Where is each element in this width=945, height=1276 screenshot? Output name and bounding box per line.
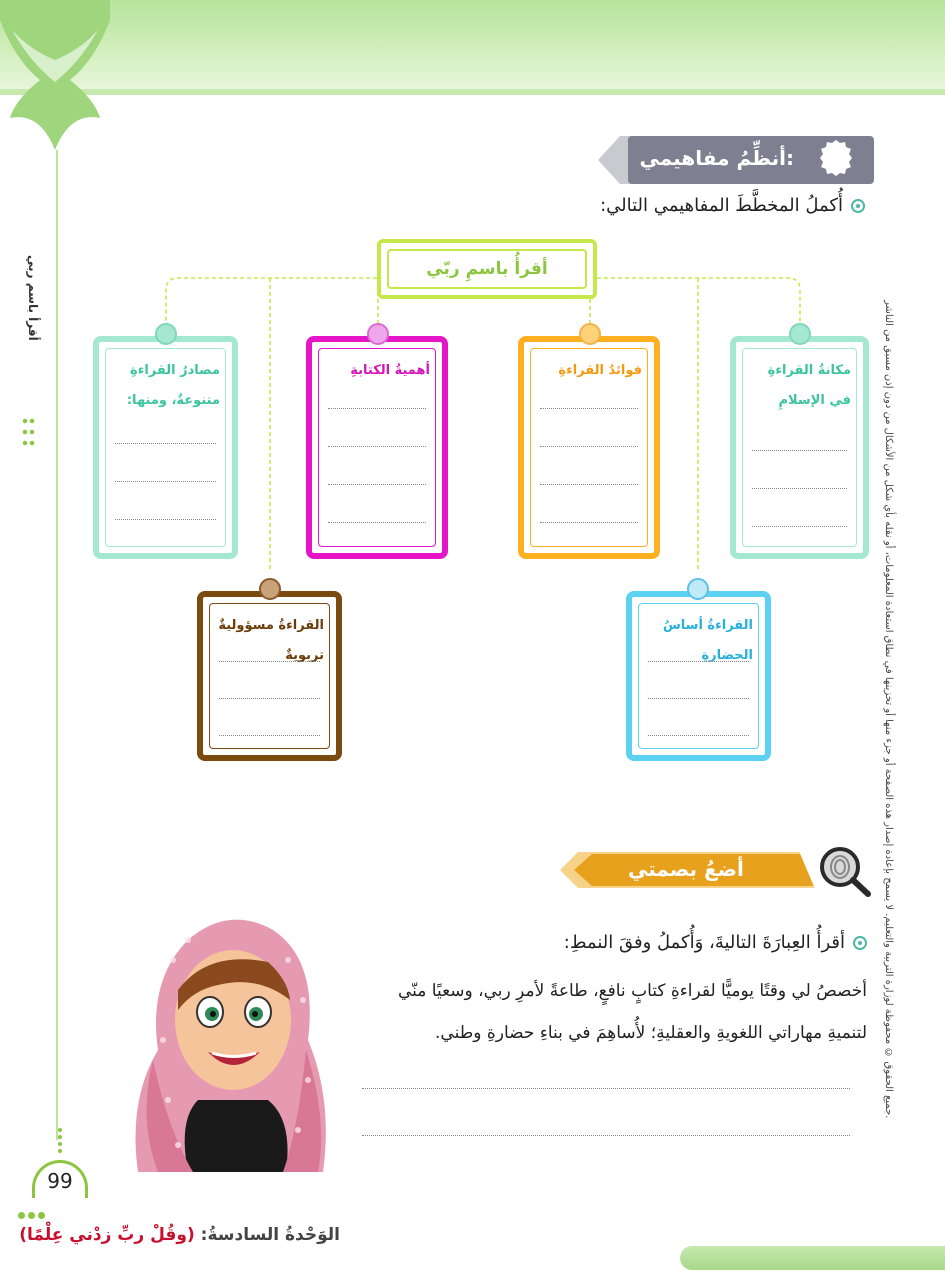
unit-label (19, 1225, 340, 1245)
page-number: 99 (32, 1160, 88, 1198)
footer-bar (680, 1246, 945, 1270)
copyright-note: جميع الحقوق © محفوظة لوزارة التربية والتعليم. لا يسمح بإعادة إصدار هذه الصفحة أو جزء منها أو تخزينها في نطاق استعادة المعلومات، أو نقله بأي شكل من الأشكال من دون إذن مسبق من الناشر. (883, 300, 894, 1119)
answer-line[interactable] (328, 446, 426, 447)
card-pin-green (789, 323, 811, 345)
answer-line[interactable] (328, 408, 426, 409)
writing-line[interactable] (362, 1135, 850, 1136)
card-pin-magenta (367, 323, 389, 345)
card-pin-brown (259, 578, 281, 600)
card-pin-teal (155, 323, 177, 345)
answer-line[interactable] (752, 526, 847, 527)
answer-line[interactable] (115, 481, 216, 482)
card-reading-benefits (518, 336, 660, 559)
answer-line[interactable] (648, 698, 749, 699)
card-pin-blue (687, 578, 709, 600)
lesson-side-title: أقرأ باسم ربي (26, 255, 40, 341)
card-title: القراءةُ مسؤوليةٌ تربويةٌ (218, 618, 324, 663)
section-organise-concepts-title: أنظِّمُ مفاهيمي: (639, 146, 794, 170)
unit-name: الوَحْدةُ السادسةُ: (200, 1225, 340, 1245)
card-reading-civilization (626, 591, 771, 761)
section-fingerprint-title: أضعُ بصمتي (628, 857, 744, 881)
card-title: القراءةُ أساسُ الحضارةِ (662, 618, 753, 663)
writing-line[interactable] (362, 1088, 850, 1089)
model-paragraph: أخصصُ لي وقتًا يوميًّا لقراءةِ كتابٍ نافعٍ، طاعةً لأمرِ ربي، وسعيًا منّي لتنميةِ مهاراتي اللغويةِ والعقليةِ؛ لأُساهِمَ في بناءِ حضارةِ وطني. (397, 981, 867, 1043)
page-number-ornament (58, 1128, 62, 1156)
section-organise-concepts-header (598, 136, 874, 184)
answer-line[interactable] (648, 661, 749, 662)
card-reading-in-islam (730, 336, 869, 559)
card-title: مصادرُ القراءةِ متنوعةٌ، ومنها: (126, 363, 220, 408)
answer-line[interactable] (540, 522, 638, 523)
girl-illustration (118, 900, 336, 1172)
answer-line[interactable] (219, 698, 320, 699)
answer-line[interactable] (648, 735, 749, 736)
answer-line[interactable] (540, 446, 638, 447)
instruction-text: أُكملُ المخطَّطَ المفاهيمي التالي: (600, 195, 843, 216)
side-dots (22, 417, 36, 450)
instruction-pattern (564, 932, 867, 953)
answer-line[interactable] (115, 519, 216, 520)
answer-line[interactable] (328, 484, 426, 485)
answer-line[interactable] (219, 735, 320, 736)
instruction-text: أقرأُ العِبارَةَ التاليةَ، وَأُكملُ وفقَ النمطِ: (563, 932, 845, 953)
answer-line[interactable] (115, 443, 216, 444)
card-pin-orange (579, 323, 601, 345)
card-title: مكانةُ القراءةِ في الإسلامِ (767, 363, 851, 408)
card-writing-importance (306, 336, 448, 559)
answer-line[interactable] (540, 408, 638, 409)
instruction-concept-map (600, 195, 865, 216)
bullet-icon (851, 199, 865, 213)
card-title: فوائدُ القراءةِ (558, 363, 642, 378)
answer-line[interactable] (752, 488, 847, 489)
center-title: أقرأُ باسمِ ربّي (387, 249, 587, 289)
section-fingerprint-header (560, 840, 880, 900)
bullet-icon (853, 936, 867, 950)
arch-ornament (0, 0, 110, 150)
footer-dots (18, 1204, 58, 1214)
card-title: أهميةُ الكتابةِ (350, 363, 430, 378)
card-reading-responsibility (197, 591, 342, 761)
card-reading-sources (93, 336, 238, 559)
top-banner (0, 0, 945, 95)
answer-line[interactable] (752, 450, 847, 451)
answer-line[interactable] (328, 522, 426, 523)
unit-quote: (وقُلْ ربِّ زدْني عِلْمًا) (19, 1225, 195, 1245)
answer-line[interactable] (219, 661, 320, 662)
left-guide-line (56, 150, 58, 1140)
answer-line[interactable] (540, 484, 638, 485)
concept-map-center (377, 239, 597, 299)
